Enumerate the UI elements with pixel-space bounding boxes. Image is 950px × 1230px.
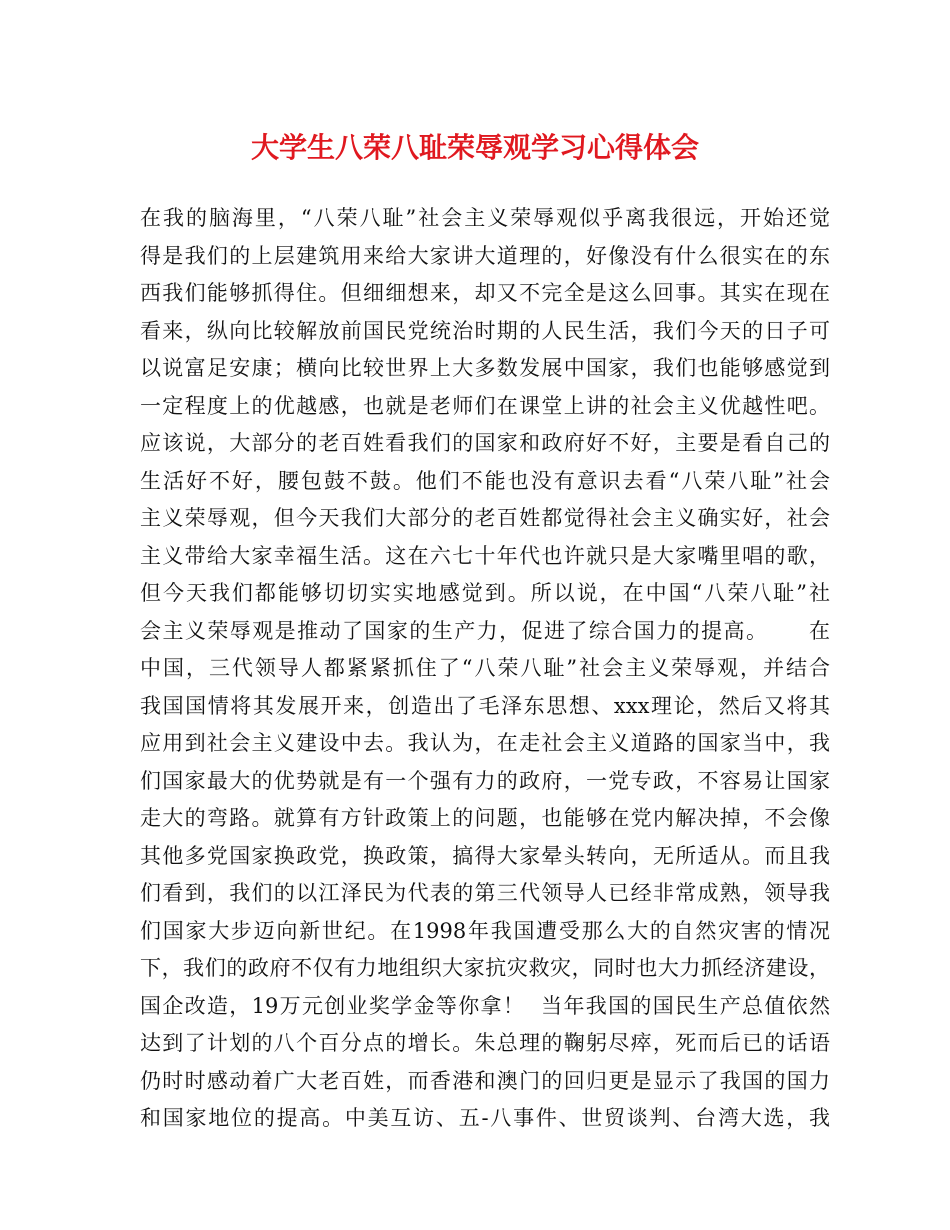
body-line: 中国，三代领导人都紧紧抓住了“八荣八耻”社会主义荣辱观，并结合 bbox=[140, 656, 830, 680]
body-line: 得是我们的上层建筑用来给大家讲大道理的，好像没有什么很实在的东 bbox=[140, 243, 830, 268]
document-body bbox=[140, 200, 830, 1138]
body-line: 和国家地位的提高。中美互访、五-八事件、世贸谈判、台湾大选，我 bbox=[140, 1106, 830, 1130]
body-line: 以说富足安康；横向比较世界上大多数发展中国家，我们也能够感觉到 bbox=[140, 356, 830, 380]
body-line: 一定程度上的优越感，也就是老师们在课堂上讲的社会主义优越性吧。 bbox=[140, 393, 830, 418]
body-line: 我国国情将其发展开来，创造出了毛泽东思想、xxx理论，然后又将其 bbox=[140, 693, 830, 718]
body-line: 应该说，大部分的老百姓看我们的国家和政府好不好，主要是看自己的 bbox=[140, 431, 830, 455]
body-line: 达到了计划的八个百分点的增长。朱总理的鞠躬尽瘁，死而后已的话语 bbox=[140, 1031, 830, 1055]
body-line: 应用到社会主义建设中去。我认为，在走社会主义道路的国家当中，我 bbox=[140, 731, 830, 755]
body-line: 们国家大步迈向新世纪。在1998年我国遭受那么大的自然灾害的情况 bbox=[140, 918, 830, 943]
body-line: 在我的脑海里，“八荣八耻”社会主义荣辱观似乎离我很远，开始还觉 bbox=[140, 206, 830, 230]
body-line: 下，我们的政府不仅有力地组织大家抗灾救灾，同时也大力抓经济建设， bbox=[140, 956, 830, 980]
body-line: 们看到，我们的以江泽民为代表的第三代领导人已经非常成熟，领导我 bbox=[140, 881, 830, 905]
body-line: 国企改造，19万元创业奖学金等你拿！ 当年我国的国民生产总值依然 bbox=[140, 993, 830, 1018]
body-line: 看来，纵向比较解放前国民党统治时期的人民生活，我们今天的日子可 bbox=[140, 318, 830, 343]
body-line: 其他多党国家换政党，换政策，搞得大家晕头转向，无所适从。而且我 bbox=[140, 843, 830, 868]
body-line: 主义荣辱观，但今天我们大部分的老百姓都觉得社会主义确实好，社会 bbox=[140, 506, 830, 530]
document-title: 大学生八荣八耻荣辱观学习心得体会 bbox=[250, 131, 699, 164]
body-line: 走大的弯路。就算有方针政策上的问题，也能够在党内解决掉，不会像 bbox=[140, 806, 830, 830]
body-line: 仍时时感动着广大老百姓，而香港和澳门的回归更是显示了我国的国力 bbox=[140, 1068, 830, 1093]
body-line: 们国家最大的优势就是有一个强有力的政府，一党专政，不容易让国家 bbox=[140, 768, 830, 793]
body-line: 会主义荣辱观是推动了国家的生产力，促进了综合国力的提高。 在 bbox=[140, 618, 830, 643]
body-line: 但今天我们都能够切切实实地感觉到。所以说，在中国“八荣八耻”社 bbox=[140, 581, 830, 605]
body-line: 西我们能够抓得住。但细细想来，却又不完全是这么回事。其实在现在 bbox=[140, 281, 830, 305]
body-line: 主义带给大家幸福生活。这在六七十年代也许就只是大家嘴里唱的歌， bbox=[140, 543, 830, 568]
body-line: 生活好不好，腰包鼓不鼓。他们不能也没有意识去看“八荣八耻”社会 bbox=[140, 468, 830, 493]
